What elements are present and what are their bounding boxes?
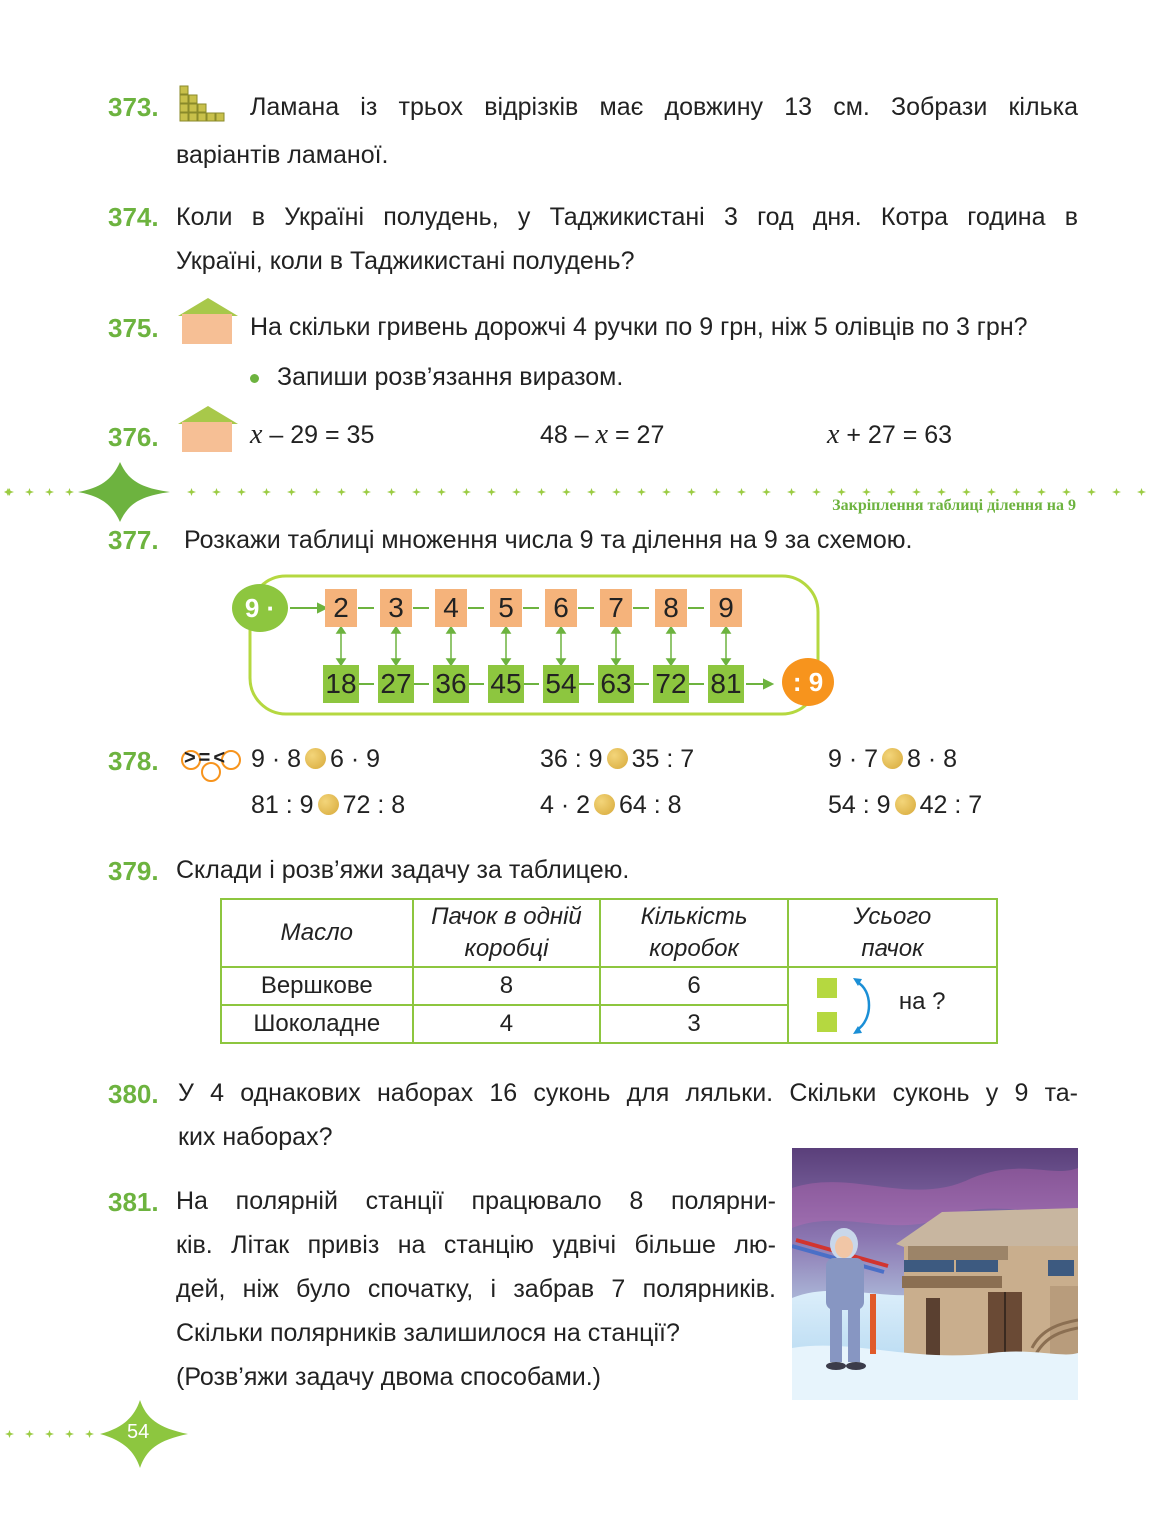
factor-box: 5 — [490, 589, 522, 627]
table-cell: 3 — [600, 1005, 787, 1043]
factor-box: 9 — [710, 589, 742, 627]
exercise-text-381 — [176, 1179, 776, 1399]
exercise-text-377: Розкажи таблиці множення числа 9 та ділення на 9 за схемою. — [184, 526, 913, 554]
table-header — [600, 899, 787, 967]
equation-1 — [250, 413, 374, 457]
text-line: На скільки гривень дорожчі 4 ручки по 9 грн, ніж 5 олівців по 3 грн? — [250, 313, 1028, 341]
equation-text: + 27 = 63 — [846, 421, 953, 449]
factor-box: 8 — [655, 589, 687, 627]
polar-station-illustration — [792, 1148, 1078, 1400]
compare-dot[interactable] — [895, 794, 916, 815]
comparison — [251, 737, 380, 781]
end-label: : 9 — [792, 667, 824, 697]
bullet-icon — [250, 374, 259, 383]
equation-text: = 27 — [615, 421, 665, 449]
total-cell — [788, 967, 997, 1043]
header-line: коробок — [649, 935, 739, 962]
bracket-arrow-icon — [851, 976, 881, 1036]
exercise-number-378: 378. — [108, 746, 159, 776]
equation-text: – 29 = 35 — [269, 421, 375, 449]
compare-signs-icon — [180, 746, 244, 784]
compare-signs-text: >=< — [184, 747, 229, 769]
exercise-number-380: 380. — [108, 1079, 159, 1109]
multiplication-scheme — [230, 574, 840, 719]
table-cell: 8 — [413, 967, 601, 1005]
text-line: (Розв’яжи задачу двома способами.) — [176, 1363, 601, 1391]
exercise-text-374 — [176, 195, 1078, 283]
equation-text: 48 – — [540, 421, 589, 449]
comparison — [251, 783, 405, 827]
comparison-left: 4 · 2 — [540, 791, 591, 819]
exercise-text-380 — [178, 1071, 1078, 1159]
table-cell: 6 — [600, 967, 787, 1005]
comparison-left: 36 : 9 — [540, 745, 603, 773]
bullet-text: Запиши розв’язання виразом. — [277, 363, 624, 391]
factor-box: 7 — [600, 589, 632, 627]
text-line: Скільки полярників залишилося на станції? — [176, 1319, 680, 1347]
header-line: коробці — [464, 935, 549, 962]
product-box: 45 — [488, 665, 524, 703]
comparison-left: 9 · 8 — [251, 745, 302, 773]
start-circle — [232, 584, 288, 632]
comparison — [540, 737, 694, 781]
exercise-number-374: 374. — [108, 202, 159, 232]
table-cell: Шоколадне — [221, 1005, 413, 1043]
product-box: 72 — [653, 665, 689, 703]
factor-box: 4 — [435, 589, 467, 627]
factor-box: 3 — [380, 589, 412, 627]
text-line: Україні, коли в Таджикистані полудень? — [176, 247, 635, 275]
header-line: Усього — [853, 903, 932, 930]
text-line: ків. Літак привіз на станцію удвічі більше лю- — [176, 1231, 776, 1259]
header-line: Кількість — [640, 903, 748, 930]
table-cell: 4 — [413, 1005, 601, 1043]
compare-dot[interactable] — [607, 748, 628, 769]
exercise-number-377: 377. — [108, 525, 159, 555]
exercise-number-381: 381. — [108, 1187, 159, 1217]
exercise-number-375: 375. — [108, 313, 159, 343]
text-line: Коли в Україні полудень, у Таджикистані 3 год дня. Котра година в — [176, 203, 1078, 231]
exercise-text-373-cont — [176, 133, 389, 177]
table-cell: Вершкове — [221, 967, 413, 1005]
comparison-right: 8 · 8 — [907, 745, 958, 773]
text-line: дей, ніж було спочатку, і забрав 7 полярників. — [176, 1275, 776, 1303]
comparison-left: 54 : 9 — [828, 791, 891, 819]
answer-box[interactable] — [817, 978, 837, 998]
equation-3 — [827, 413, 952, 457]
header-line: пачок — [861, 935, 924, 962]
product-box: 36 — [433, 665, 469, 703]
text-line: У 4 однакових наборах 16 суконь для ляльки. Скільки суконь у 9 та- — [178, 1079, 1078, 1107]
answer-box[interactable] — [817, 1012, 837, 1032]
compare-dot[interactable] — [594, 794, 615, 815]
comparison — [828, 737, 957, 781]
page-number-ornament — [0, 1400, 200, 1470]
comparison-right: 72 : 8 — [342, 791, 406, 819]
product-box: 81 — [708, 665, 744, 703]
text-line: ких наборах? — [178, 1123, 333, 1151]
variable-x: x — [250, 419, 263, 450]
product-box: 63 — [598, 665, 634, 703]
text-line: На полярній станції працювало 8 полярни- — [176, 1187, 776, 1215]
table-header — [788, 899, 997, 967]
factor-box: 2 — [325, 589, 357, 627]
exercise-text-379: Склади і розв’яжи задачу за таблицею. — [176, 856, 630, 884]
factor-box: 6 — [545, 589, 577, 627]
comparison-right: 42 : 7 — [919, 791, 983, 819]
comparison-right: 6 · 9 — [330, 745, 381, 773]
comparison — [828, 783, 982, 827]
blocks-icon — [178, 84, 226, 126]
section-title: Закріплення таблиці ділення на 9 — [832, 497, 1076, 514]
header-line: Пачок в одній — [431, 903, 582, 930]
text-line: варіантів ламаної. — [176, 141, 389, 169]
comparison-right: 64 : 8 — [619, 791, 682, 819]
end-circle — [782, 658, 834, 706]
header-line: Масло — [280, 919, 354, 946]
exercise-number-379: 379. — [108, 856, 159, 886]
page-number: 54 — [127, 1421, 150, 1443]
product-box: 18 — [323, 665, 359, 703]
homework-house-icon — [178, 298, 238, 346]
variable-x: x — [595, 419, 609, 450]
compare-dot[interactable] — [305, 748, 326, 769]
table-row — [221, 967, 997, 1005]
product-box: 27 — [378, 665, 414, 703]
variable-x: x — [827, 419, 840, 450]
comparison — [540, 783, 682, 827]
homework-house-icon — [178, 406, 238, 454]
question-label: на ? — [898, 988, 946, 1015]
product-box: 54 — [543, 665, 579, 703]
text-line: Ламана із трьох відрізків має довжину 13 см. Зобрази кілька — [250, 93, 1078, 121]
equation-2 — [540, 413, 664, 457]
start-label: 9 · — [244, 593, 276, 623]
butter-table — [220, 898, 998, 1044]
compare-dot[interactable] — [882, 748, 903, 769]
comparison-left: 9 · 7 — [828, 745, 879, 773]
exercise-number-373: 373. — [108, 92, 159, 122]
table-header — [413, 899, 601, 967]
comparison-right: 35 : 7 — [631, 745, 695, 773]
exercise-text-373 — [250, 85, 1078, 129]
exercise-number-376: 376. — [108, 422, 159, 452]
comparison-left: 81 : 9 — [251, 791, 314, 819]
exercise-text-375 — [250, 305, 1028, 399]
compare-dot[interactable] — [318, 794, 339, 815]
table-header — [221, 899, 413, 967]
